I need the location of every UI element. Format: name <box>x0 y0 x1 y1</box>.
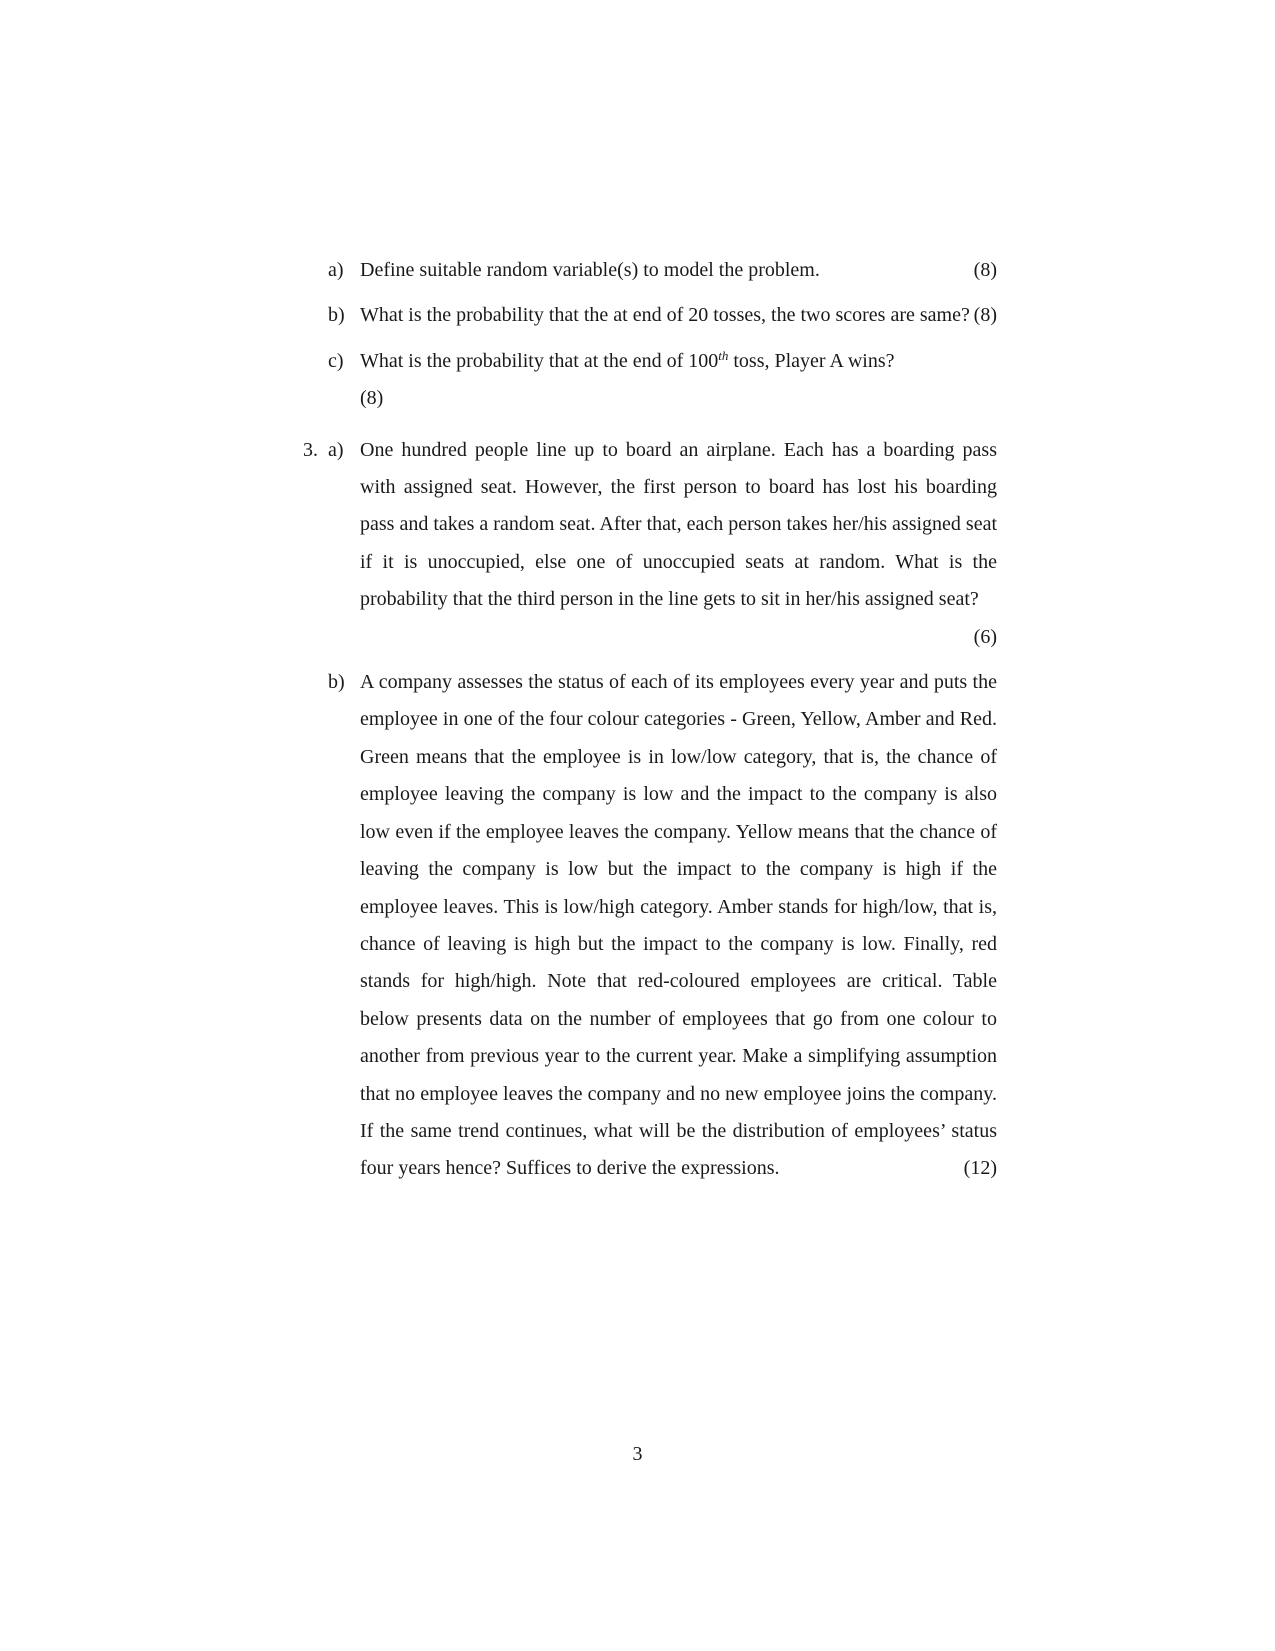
question-2a <box>303 252 997 289</box>
question-text: A company assesses the status of each of its employees every year and puts the employee in one of the four colour categories - Green, Yellow, Amber and Red. Green means that the employee is in low/low category, that is, the chance of employee leaving the company is low and the impact to the company is also low even if the employee leaves the company. Yellow means that the chance of leaving the company is low but the impact to the company is high if the employee leaves. This is low/high category. Amber stands for high/low, that is, chance of leaving is high but the impact to the company is low. Finally, red stands for high/high. Note that red-coloured employees are critical. Table below presents data on the number of employees that go from one colour to another from previous year to the current year. Make a simplifying assumption that no employee leaves the company and no new employee joins the company. If the same trend continues, what will be the distribution of employees’ status four years hence? Suffices to derive the expressions. <box>360 671 997 1180</box>
page-number: 3 <box>632 1443 643 1465</box>
marks: (6) <box>973 625 997 648</box>
item-label: b) <box>328 304 345 327</box>
question-text: Define suitable random variable(s) to model the problem. <box>360 259 820 281</box>
marks: (8) <box>360 387 384 410</box>
item-label: a) <box>328 259 344 281</box>
question-text-start: What is the probability that at the end of 100 <box>360 349 719 372</box>
question-2c <box>303 343 997 418</box>
question-text: What is the probability that the at end of 20 tosses, the two scores are same? <box>360 304 970 327</box>
marks: (12) <box>963 1157 997 1180</box>
item-label: b) <box>328 671 345 694</box>
item-label: a) <box>328 438 344 461</box>
question-2b <box>303 297 997 334</box>
superscript-th: th <box>718 347 729 363</box>
marks: (8) <box>973 304 997 327</box>
question-3b <box>303 664 997 1188</box>
question-text: One hundred people line up to board an airplane. Each has a boarding pass with assigned seat. However, the first person to board has lost his boarding pass and takes a random seat. After that, each person takes her/his assigned seat if it is unoccupied, else one of unoccupied seats at random. What is the probability that the third person in the line gets to sit in her/his assigned seat? <box>360 438 998 611</box>
question-text <box>360 347 895 372</box>
question-3a <box>303 432 997 656</box>
question-content <box>303 252 997 1196</box>
question-number: 3. <box>303 438 318 461</box>
question-text-end: toss, Player A wins? <box>728 349 895 372</box>
item-label: c) <box>328 349 344 372</box>
marks: (8) <box>973 259 997 281</box>
